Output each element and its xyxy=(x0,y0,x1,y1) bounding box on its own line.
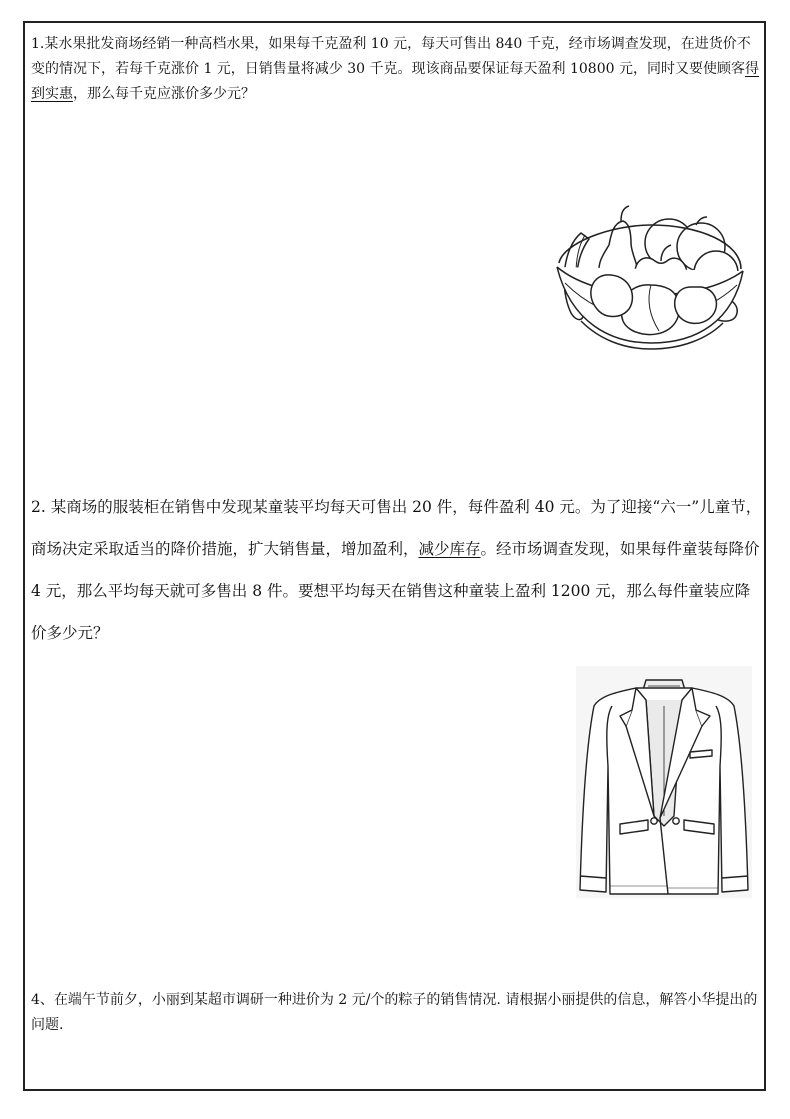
fruit-basket-image xyxy=(551,203,747,351)
problem-1-part-b: ，那么每千克应涨价多少元？ xyxy=(73,86,255,102)
problem-4-text: 4、在端午节前夕，小丽到某超市调研一种进价为 2 元/个的粽子的销售情况. 请根据小丽提供的信息，解答小华提出的问题. xyxy=(31,992,758,1033)
problem-2-text xyxy=(31,486,764,654)
problem-2-underlined: 减少库存 xyxy=(418,540,481,558)
problem-1-underlined: 得到实惠 xyxy=(31,61,759,102)
jacket-image xyxy=(576,666,752,898)
problem-1-text xyxy=(31,32,764,107)
problem-2-part-a: 2. 某商场的服装柜在销售中发现某童装平均每天可售出 20 件，每件盈利 40 元。为了迎接“六一”儿童节，商场决定采取适当的降价措施，扩大销售量，增加盈利， xyxy=(31,498,762,558)
problem-1-part-a: 1.某水果批发商场经销一种高档水果，如果每千克盈利 10 元，每天可售出 840 千克，经市场调查发现，在进货价不变的情况下，若每千克涨价 1 元，日销售量将减少 30 千克。现该商品要保证每天盈利 10800 元，同时又要使顾客 xyxy=(31,36,751,77)
problem-2-part-b: 。经市场调查发现，如果每件童装每降价 4 元，那么平均每天就可多售出 8 件。要想平均每天在销售这种童装上盈利 1200 元，那么每件童装应降价多少元？ xyxy=(31,540,760,642)
